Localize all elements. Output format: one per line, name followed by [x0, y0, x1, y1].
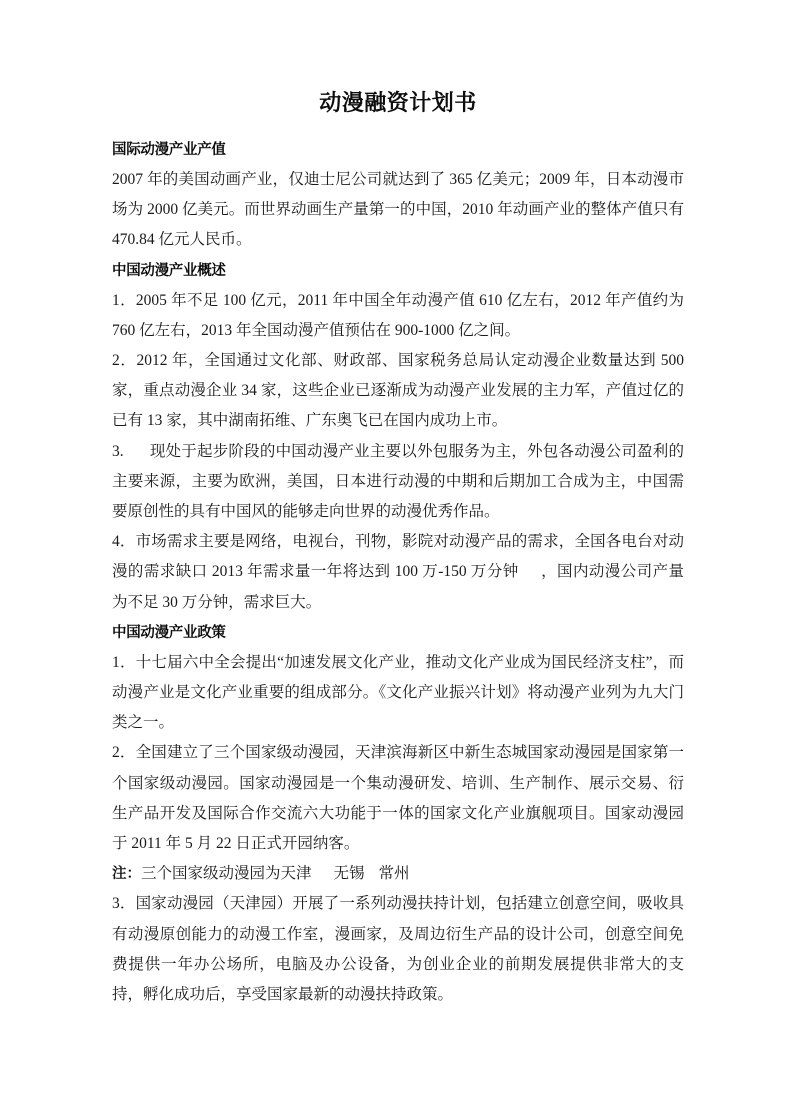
paragraph-overview-item-4-part2: ，国内动漫公司产量为不足 30 万分钟，需求巨大。: [112, 563, 684, 611]
paragraph-overview-item-4: [112, 527, 684, 618]
note-item-3: 常州: [378, 865, 410, 883]
paragraph-policy-item-2: 2．全国建立了三个国家级动漫园，天津滨海新区中新生态城国家动漫园是国家第一个国家级动漫园。国家动漫园是一个集动漫研发、培训、生产制作、展示交易、衍生产品开发及国际合作交流六大功能于一体的国家文化产业旗舰项目。国家动漫园于 2011 年 5 月 22 日正式开园纳客。: [112, 744, 684, 853]
page-title: 动漫融资计划书: [319, 90, 477, 115]
section-heading-china-overview: 中国动漫产业概述: [112, 262, 226, 279]
paragraph-policy-item-3: 3．国家动漫园（天津园）开展了一系列动漫扶持计划，包括建立创意空间，吸收具有动漫原创能力的动漫工作室，漫画家，及周边衍生产品的设计公司，创意空间免费提供一年办公场所，电脑及办公设备，为创业企业的前期发展提供非常大的支持，孵化成功后，享受国家最新的动漫扶持政策。: [112, 895, 684, 1004]
document-body: [112, 88, 684, 1010]
paragraph-international-output: 2007 年的美国动画产业，仅迪士尼公司就达到了 365 亿美元；2009 年，日本动漫市场为 2000 亿美元。而世界动画生产量第一的中国，2010 年动画产业的整体产值只有 470.84 亿元人民币。: [112, 171, 684, 249]
paragraph-overview-item-1: 1．2005 年不足 100 亿元，2011 年中国全年动漫产值 610 亿左右，2012 年产值约为 760 亿左右，2013 年全国动漫产值预估在 900-1000 亿之间。: [112, 291, 684, 339]
note-label: 注：: [112, 866, 141, 883]
paragraph-overview-item-3: [112, 437, 684, 528]
section-heading-international-output: 国际动漫产业产值: [112, 142, 226, 158]
paragraph-overview-item-4-part1: 4．市场需求主要是网络，电视台，刊物，影院对动漫产品的需求，全国各电台对动漫的需求缺口 2013 年需求量一年将达到 100 万-150 万分钟: [112, 533, 684, 581]
section-heading-china-policy: 中国动漫产业政策: [112, 624, 226, 641]
note-text: 三个国家级动漫园为天津: [141, 865, 312, 883]
paragraph-overview-item-3-text: 现处于起步阶段的中国动漫产业主要以外包服务为主，外包各动漫公司盈利的主要来源，主要为欧洲，美国，日本进行动漫的中期和后期加工合成为主，中国需要原创性的具有中国风的能够走向世界的动漫优秀作品。: [112, 442, 684, 521]
paragraph-policy-item-1: 1．十七届六中全会提出“加速发展文化产业，推动文化产业成为国民经济支柱”，而动漫产业是文化产业重要的组成部分。《文化产业振兴计划》将动漫产业列为九大门类之一。: [112, 653, 684, 732]
paragraph-overview-item-2: 2．2012 年，全国通过文化部、财政部、国家税务总局认定动漫企业数量达到 500 家，重点动漫企业 34 家，这些企业已逐渐成为动漫产业发展的主力军，产值过亿的已有 13 家，其中湖南拓维、广东奥飞已在国内成功上市。: [112, 352, 684, 430]
list-marker-3: 3.: [112, 442, 124, 460]
paragraph-policy-note: [112, 859, 684, 889]
note-item-2: 无锡: [333, 865, 365, 883]
